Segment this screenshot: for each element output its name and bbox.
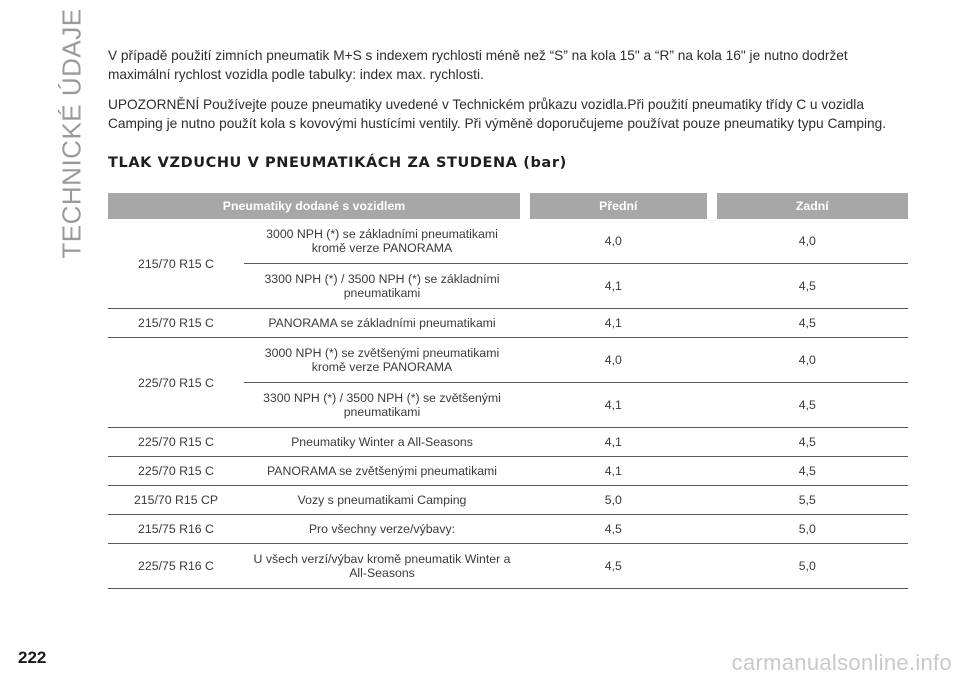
table-row <box>108 486 908 515</box>
table-header-row <box>108 193 908 219</box>
table-row <box>108 544 908 589</box>
cell-tyre: 215/70 R15 CP <box>108 486 244 515</box>
watermark: carmanualsonline.info <box>731 650 952 675</box>
section-heading: TLAK VZDUCHU V PNEUMATIKÁCH ZA STUDENA (bar) <box>108 155 567 171</box>
cell-rear: 4,5 <box>707 428 908 457</box>
paragraph-warning: UPOZORNĚNÍ Používejte pouze pneumatiky uvedené v Technickém průkazu vozidla.Při použití pneumatiky třídy C u vozidla Camping je nutno použít kola s kovovými hustícími ventily. Při výměně doporučujeme používat pouze pneumatiky typu Camping. <box>108 97 887 131</box>
cell-rear: 5,0 <box>707 544 908 589</box>
cell-rear: 4,0 <box>707 219 908 264</box>
side-section-title <box>48 7 96 259</box>
table-row <box>108 219 908 264</box>
cell-desc: PANORAMA se zvětšenými pneumatikami <box>244 457 520 486</box>
header-gap <box>520 193 530 219</box>
cell-desc: Pneumatiky Winter a All-Seasons <box>244 428 520 457</box>
cell-tyre: 215/70 R15 C <box>108 219 244 309</box>
cell-front: 4,1 <box>520 309 707 338</box>
cell-front: 4,1 <box>520 428 707 457</box>
cell-front: 4,5 <box>520 544 707 589</box>
cell-tyre: 225/75 R16 C <box>108 544 244 589</box>
cell-desc: Pro všechny verze/výbavy: <box>244 515 520 544</box>
cell-rear: 4,0 <box>707 338 908 383</box>
cell-rear: 4,5 <box>707 309 908 338</box>
paragraph-winter-tyres: V případě použití zimních pneumatik M+S s indexem rychlosti méně než “S” na kola 15" a “R” na kola 16" je nutno dodržet maximální rychlost vozidla podle tabulky: index max. rychlosti. <box>108 48 848 82</box>
cell-front: 4,1 <box>520 457 707 486</box>
header-rear: Zadní <box>717 193 908 219</box>
cell-tyre: 225/70 R15 C <box>108 338 244 428</box>
table-row <box>108 457 908 486</box>
cell-tyre: 215/70 R15 C <box>108 309 244 338</box>
cell-desc: Vozy s pneumatikami Camping <box>244 486 520 515</box>
page-number: 222 <box>18 648 47 667</box>
side-section-title-text: TECHNICKÉ ÚDAJE <box>56 7 87 259</box>
cell-rear: 5,5 <box>707 486 908 515</box>
cell-front: 4,0 <box>520 338 707 383</box>
cell-rear: 5,0 <box>707 515 908 544</box>
table-row <box>108 338 908 383</box>
tyre-pressure-table <box>108 193 908 589</box>
header-front: Přední <box>530 193 707 219</box>
table-row <box>108 428 908 457</box>
cell-desc: 3300 NPH (*) / 3500 NPH (*) se základními pneumatikami <box>244 264 520 309</box>
cell-desc: 3000 NPH (*) se základními pneumatikami kromě verze PANORAMA <box>244 219 520 264</box>
cell-tyre: 215/75 R16 C <box>108 515 244 544</box>
table-row <box>108 309 908 338</box>
cell-desc: U všech verzí/výbav kromě pneumatik Winter a All-Seasons <box>244 544 520 589</box>
header-tyres: Pneumatiky dodané s vozidlem <box>108 193 520 219</box>
cell-front: 4,1 <box>520 264 707 309</box>
cell-front: 4,5 <box>520 515 707 544</box>
cell-desc: PANORAMA se základními pneumatikami <box>244 309 520 338</box>
cell-tyre: 225/70 R15 C <box>108 457 244 486</box>
cell-front: 4,0 <box>520 219 707 264</box>
cell-front: 4,1 <box>520 383 707 428</box>
header-gap <box>707 193 717 219</box>
table-row <box>108 515 908 544</box>
cell-rear: 4,5 <box>707 383 908 428</box>
cell-desc: 3300 NPH (*) / 3500 NPH (*) se zvětšenými pneumatikami <box>244 383 520 428</box>
cell-rear: 4,5 <box>707 457 908 486</box>
cell-desc: 3000 NPH (*) se zvětšenými pneumatikami kromě verze PANORAMA <box>244 338 520 383</box>
cell-rear: 4,5 <box>707 264 908 309</box>
page-content <box>108 46 908 589</box>
cell-tyre: 225/70 R15 C <box>108 428 244 457</box>
cell-front: 5,0 <box>520 486 707 515</box>
